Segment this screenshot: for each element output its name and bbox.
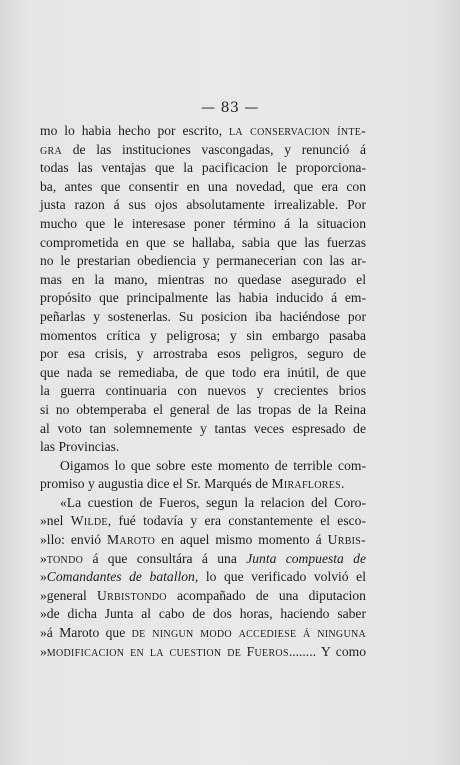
text-run: acompañado de una diputacion: [166, 587, 366, 603]
text-line: [40, 271, 366, 290]
text-run: Junta compuesta de: [246, 550, 367, 566]
text-line: [40, 475, 366, 494]
text-run: la guerra continuaria con nuevos y crecientes brios: [40, 383, 366, 399]
text-line: [40, 457, 366, 476]
text-run: á que consultára á una: [83, 550, 247, 566]
text-line: [40, 512, 366, 531]
text-run: »: [40, 550, 47, 566]
text-run: de las instituciones vascongadas, y renunció á: [62, 141, 366, 157]
text-run: Miraflores.: [271, 476, 345, 492]
text-run: Wilde: [70, 513, 108, 529]
text-run: promiso y augustia dice el Sr. Marqués de: [40, 476, 272, 492]
text-run: «La cuestion de Fueros, segun la relacion del Coro-: [60, 494, 366, 510]
body-text: [40, 122, 366, 661]
text-run: Urbistondo: [96, 587, 167, 603]
text-line: [40, 141, 366, 160]
text-line: [40, 568, 366, 587]
text-run: , lo que verificado volvió el: [194, 569, 366, 585]
text-run: Maroto: [107, 532, 156, 548]
text-line: [40, 289, 366, 308]
text-line: [40, 494, 366, 513]
text-line: [40, 605, 366, 624]
text-run: »de dicha Junta al cabo de dos horas, haciendo saber: [40, 606, 366, 622]
text-run: justa razon á sus ojos absolutamente irrealizable. Por: [40, 197, 366, 213]
text-run: momentos crítica y peligrosa; y sin embargo pasaba: [40, 327, 366, 343]
text-line: [40, 196, 366, 215]
text-run: no le prestarian obediencia y permanecerian con las ar-: [40, 253, 366, 269]
text-run: si no obtemperaba el general de las tropas de la Reina: [40, 401, 366, 417]
text-line: [40, 252, 366, 271]
text-run: tondo: [46, 550, 84, 566]
text-run: mucho que le interesase poner término á la situacion: [40, 215, 366, 231]
text-run: ........ Y como: [288, 643, 367, 659]
text-run: mas en la mano, mientras no quedase asegurado el: [40, 271, 366, 287]
text-run: al voto tan solemnemente y tantas veces espresado de: [40, 420, 366, 436]
text-line: [40, 327, 366, 346]
text-line: [40, 624, 366, 643]
text-line: [40, 643, 366, 662]
text-run: Comandantes de batallon: [46, 569, 195, 585]
text-line: [40, 420, 366, 439]
text-run: en aquel mismo momento á: [155, 532, 328, 548]
text-line: [40, 531, 366, 550]
text-line: [40, 159, 366, 178]
text-run: Oigamos lo que sobre este momento de terrible com-: [60, 457, 366, 473]
text-run: , fué todavía y era constantemente el esco-: [107, 513, 366, 529]
text-run: todas las ventajas que la pacificacion le proporciona-: [40, 160, 366, 176]
text-run: peñarlas y sostenerlas. Su posicion iba haciéndose por: [40, 308, 366, 324]
text-line: [40, 587, 366, 606]
text-run: »: [40, 569, 47, 585]
text-run: propósito que principalmente las habia inducido á em-: [40, 290, 366, 306]
text-line: [40, 382, 366, 401]
text-line: [40, 122, 366, 141]
text-run: ba, antes que consentir en una novedad, que era con: [40, 178, 366, 194]
text-run: mo lo habia hecho por escrito,: [40, 123, 230, 138]
text-run: por esa crisis, y arrostraba esos peligros, seguro de: [40, 346, 366, 362]
text-run: de ningun modo accediese á ninguna: [131, 625, 367, 641]
text-line: [40, 438, 366, 457]
page-number: — 83 —: [201, 100, 259, 116]
text-line: [40, 178, 366, 197]
text-run: »llo: envió: [40, 532, 108, 548]
text-run: gra: [40, 141, 63, 157]
text-run: comprometida en que se hallaba, sabia que las fuerzas: [40, 234, 366, 250]
text-run: modificacion en la cuestion de: [46, 643, 242, 659]
text-line: [40, 345, 366, 364]
text-line: [40, 401, 366, 420]
text-run: »á Maroto que: [40, 625, 132, 641]
text-run: Fueros: [246, 643, 289, 659]
text-line: [40, 308, 366, 327]
text-run: las Provincias.: [40, 439, 120, 455]
text-run: »nel: [40, 513, 71, 529]
text-run: que nada se remediaba, de que todo era inútil, de que: [40, 364, 366, 380]
text-run: »general: [40, 587, 97, 603]
text-line: [40, 364, 366, 383]
text-line: [40, 234, 366, 253]
text-run: Urbis-: [327, 532, 366, 548]
text-run: »: [40, 643, 47, 659]
text-line: [40, 215, 366, 234]
text-run: la conservacion ínte-: [229, 123, 366, 138]
text-line: [40, 550, 366, 569]
